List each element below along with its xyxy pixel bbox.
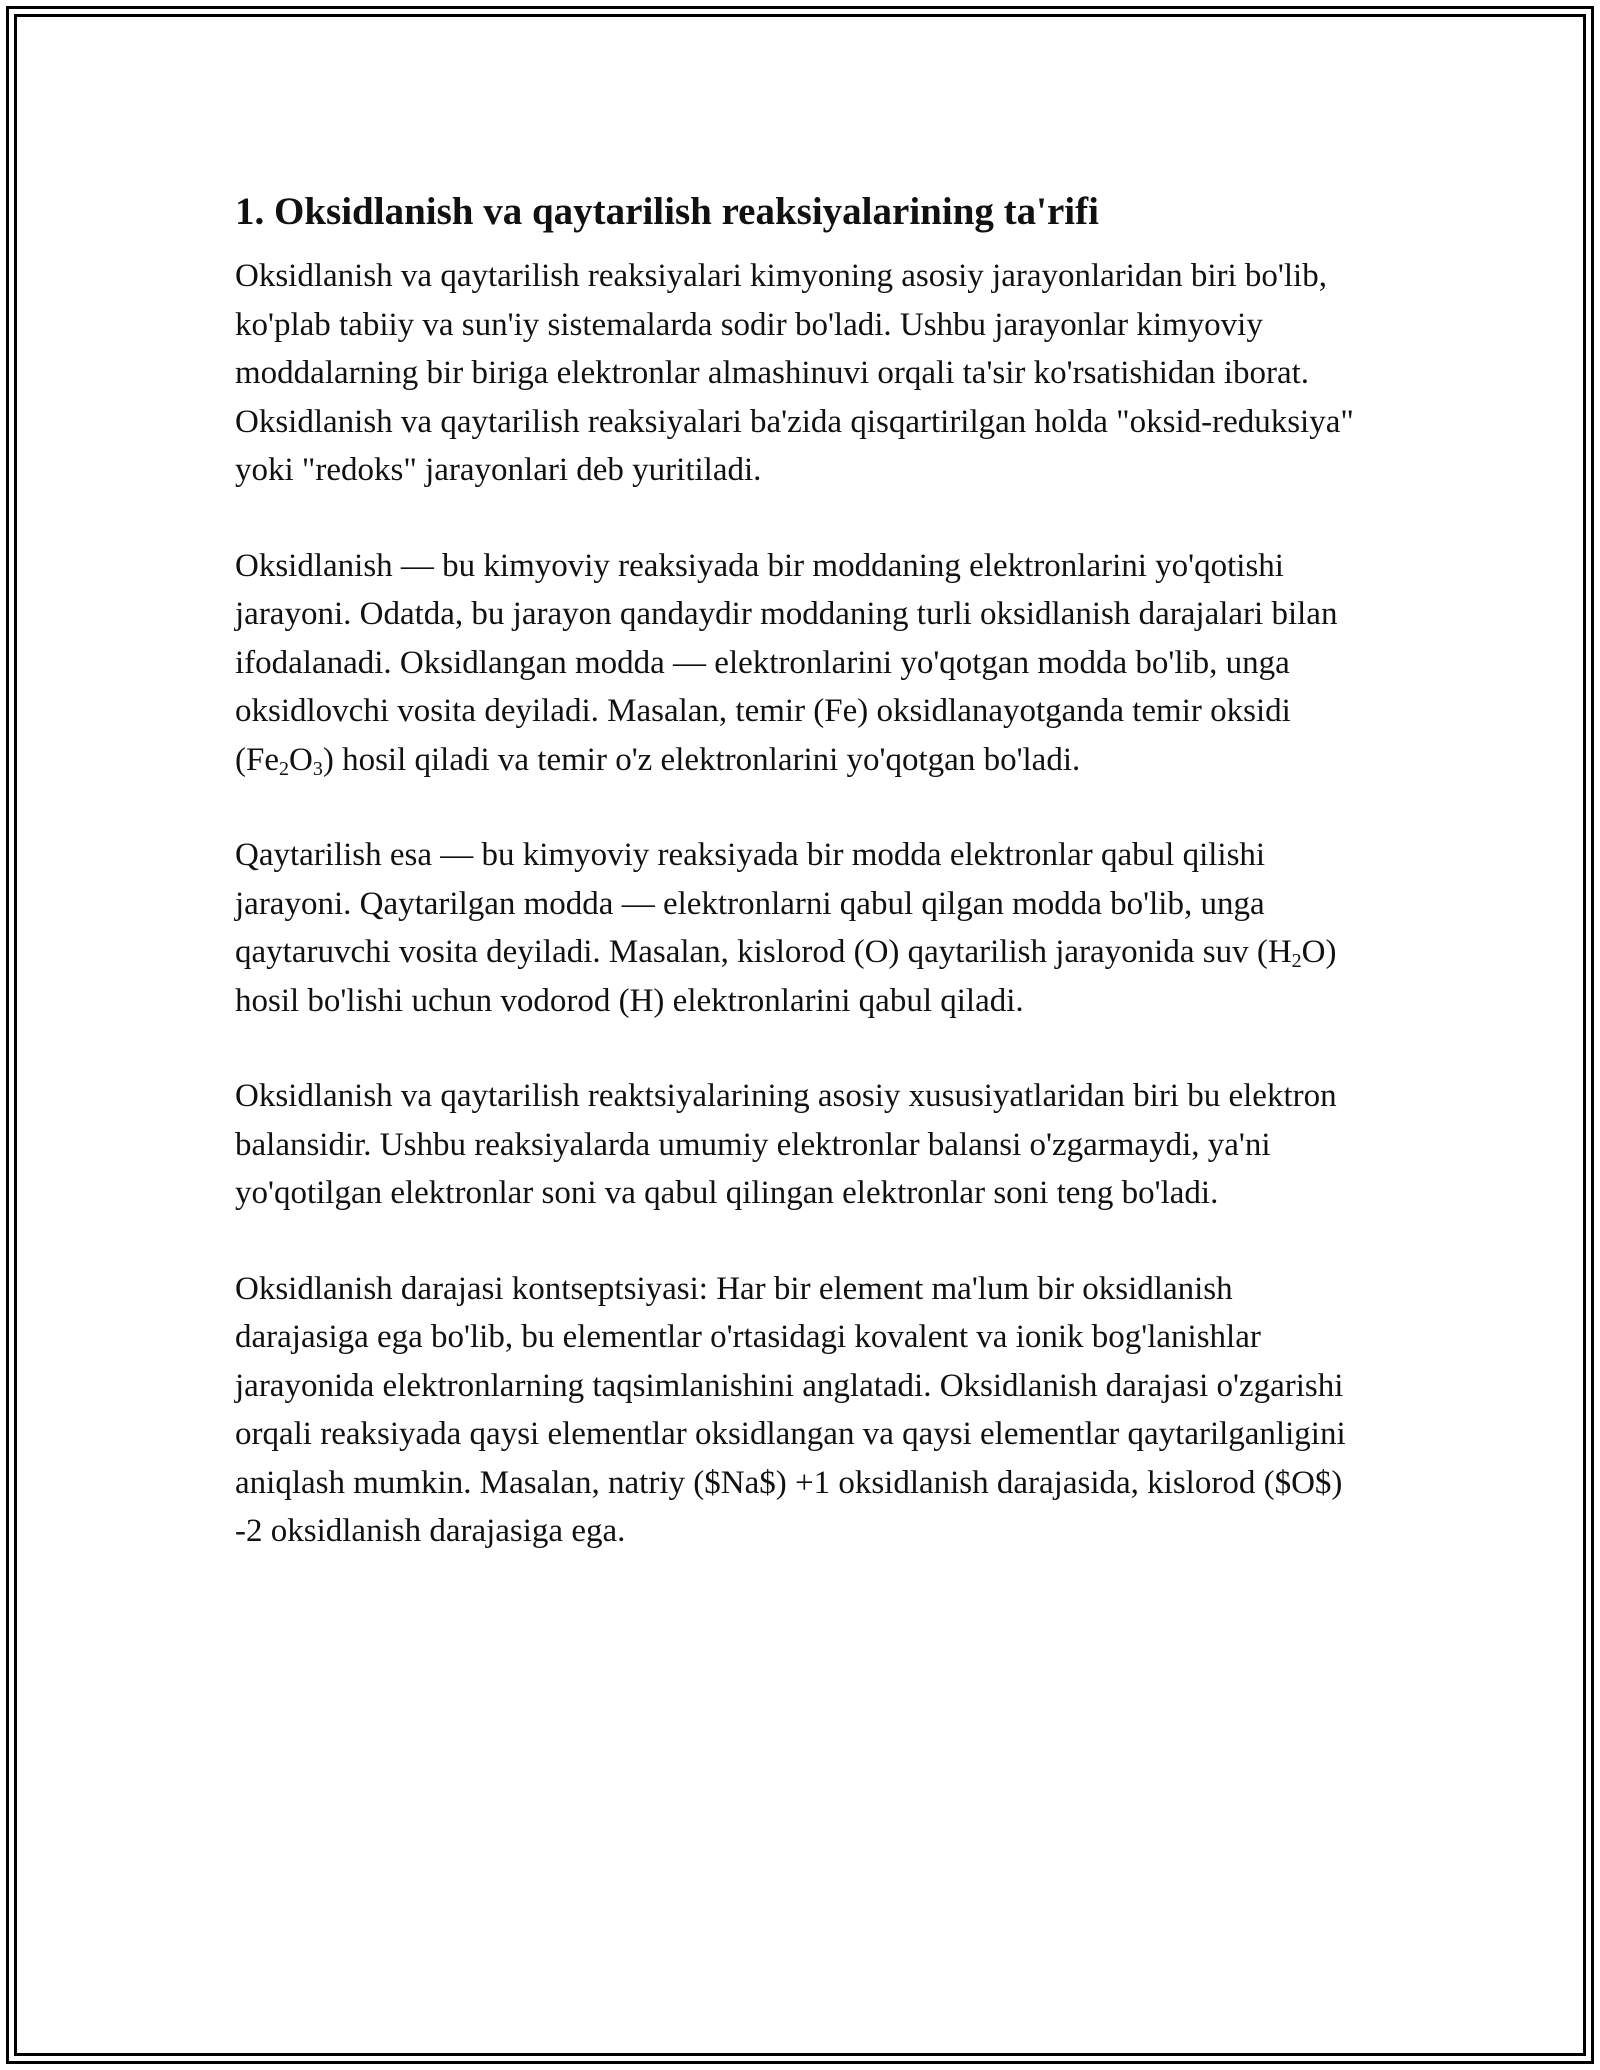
subscript: 2 <box>1291 950 1302 972</box>
text-run: Oksidlanish — bu kimyoviy reaksiyada bir moddaning elektronlarini yo'qotishi jarayoni. Odatda, bu jarayon qandaydir moddaning turli oksidlanish darajalari bilan ifodalanadi. Oksidlangan modda — elektronlarini yo'qotgan modda bo'lib, unga oksidlovchi vosita deyiladi. Masalan, temir (Fe) oksidlanayotganda temir oksidi (Fe <box>235 547 1338 778</box>
section-heading: 1. Oksidlanish va qaytarilish reaksiyalarining ta'rifi <box>235 190 1099 233</box>
paragraph-reduction <box>235 831 1360 1025</box>
text-run: Qaytarilish esa — bu kimyoviy reaksiyada bir modda elektronlar qabul qilishi jarayoni. Qaytarilgan modda — elektronlarni qabul qilgan modda bo'lib, unga qaytaruvchi vosita deyiladi. Masalan, kislorod (O) qaytarilish jarayonida suv (H <box>235 837 1292 970</box>
subscript: 2 <box>279 757 289 780</box>
document-body <box>235 182 1360 1603</box>
paragraph-intro: Oksidlanish va qaytarilish reaksiyalari kimyoning asosiy jarayonlaridan biri bo'lib, ko'plab tabiiy va sun'iy sistemalarda sodir bo'ladi. Ushbu jarayonlar kimyoviy moddalarning bir biriga elektronlar almashinuvi orqali ta'sir ko'rsatishidan iborat. Oksidlanish va qaytarilish reaksiyalari ba'zida qisqartirilgan holda "oksid-reduksiya" yoki "redoks" jarayonlari deb yuritiladi. <box>235 258 1354 488</box>
paragraph-oxidation <box>235 542 1360 785</box>
paragraph-oxidation-state: Oksidlanish darajasi kontseptsiyasi: Har bir element ma'lum bir oksidlanish darajasiga ega bo'lib, bu elementlar o'rtasidagi kovalent va ionik bog'lanishlar jarayonida elektronlarning taqsimlanishini anglatadi. Oksidlanish darajasi o'zgarishi orqali reaksiyada qaysi elementlar oksidlangan va qaysi elementlar qaytarilganligini aniqlash mumkin. Masalan, natriy ($Na$) +1 oksidlanish darajasida, kislorod ($O$) -2 oksidlanish darajasiga ega. <box>235 1270 1346 1549</box>
text-run: O) hosil bo'lishi uchun vodorod (H) elektronlarini qabul qiladi. <box>235 934 1337 1019</box>
paragraph-electron-balance: Oksidlanish va qaytarilish reaktsiyalarining asosiy xususiyatlaridan biri bu elektron balansidir. Ushbu reaksiyalarda umumiy elektronlar balansi o'zgarmaydi, ya'ni yo'qotilgan elektronlar soni va qabul qilingan elektronlar soni teng bo'ladi. <box>235 1078 1337 1211</box>
text-run: ) hosil qiladi va temir o'z elektronlarini yo'qotgan bo'ladi. <box>322 741 1081 778</box>
text-run: O <box>289 741 313 778</box>
subscript: 3 <box>312 757 323 780</box>
